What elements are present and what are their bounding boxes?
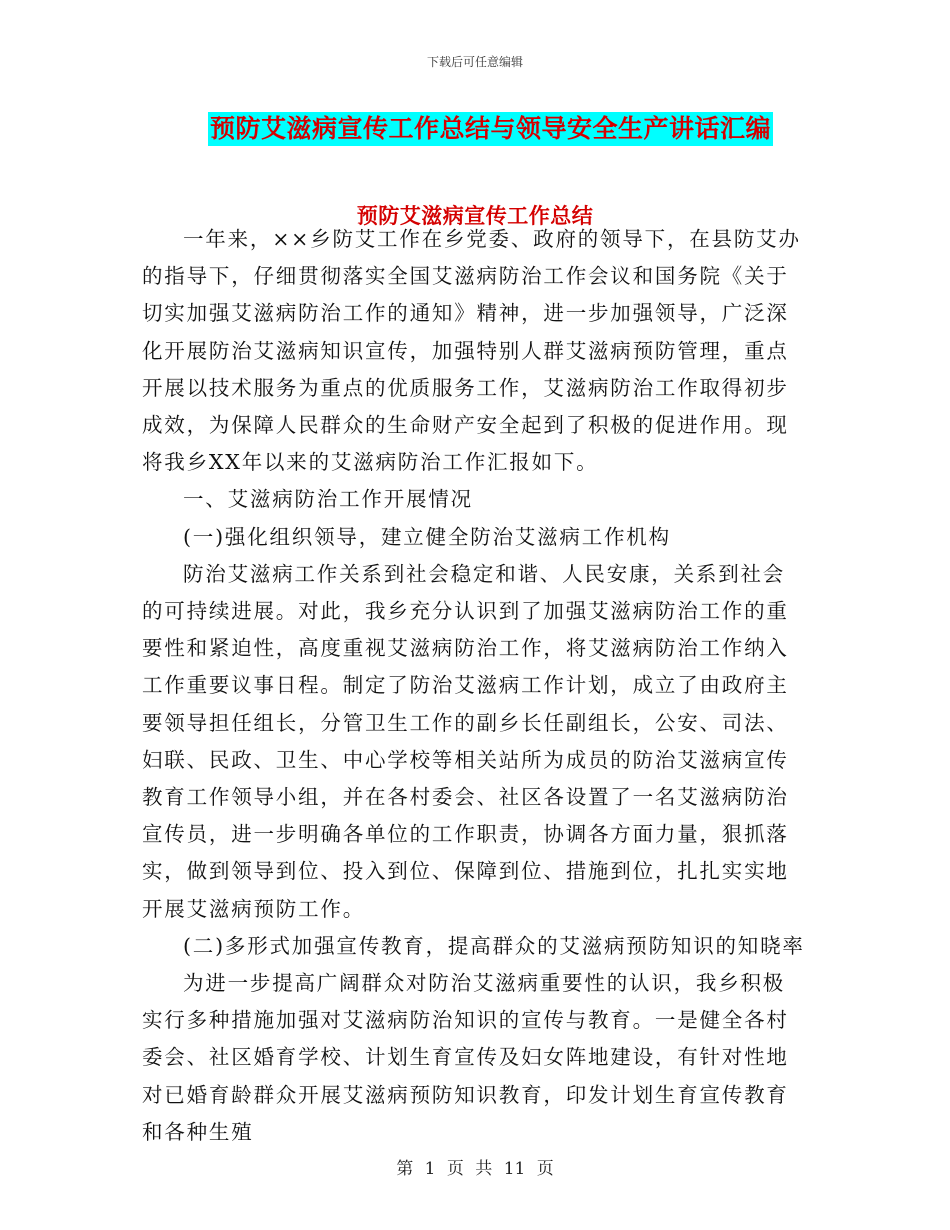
section-heading: 一、艾滋病防治工作开展情况 — [183, 487, 473, 512]
main-title: 预防艾滋病宣传工作总结与领导安全生产讲话汇编 — [208, 112, 773, 146]
subsection-heading-1: (一)强化组织领导，建立健全防治艾滋病工作机构 — [183, 524, 671, 549]
page-footer: 第 1 页 共 11 页 — [396, 1159, 554, 1179]
intro-paragraph: 一年来，××乡防艾工作在乡党委、政府的领导下，在县防艾办的指导下，仔细贯彻落实全国艾滋病防治工作会议和国务院《关于切实加强艾滋病防治工作的通知》精神，进一步加强领导，广泛深化开展防治艾滋病知识宣传，加强特别人群艾滋病预防管理，重点开展以技术服务为重点的优质服务工作，艾滋病防治工作取得初步成效，为保障人民群众的生命财产安全起到了积极的促进作用。现将我乡XX年以来的艾滋病防治工作汇报如下。 — [142, 227, 801, 475]
section-title: 预防艾滋病宣传工作总结 — [356, 203, 594, 228]
body-paragraph-2: 为进一步提高广阔群众对防治艾滋病重要性的认识，我乡积极实行多种措施加强对艾滋病防治知识的宣传与教育。一是健全各村委会、社区婚育学校、计划生育宣传及妇女阵地建设，有针对性地对已婚育龄群众开展艾滋病预防知识教育，印发计划生育宣传教育和各种生殖 — [142, 971, 789, 1144]
main-title-container — [208, 112, 773, 146]
header-note: 下载后可任意编辑 — [426, 55, 523, 69]
body-paragraph-1: 防治艾滋病工作关系到社会稳定和谐、人民安康，关系到社会的可持续进展。对此，我乡充分认识到了加强艾滋病防治工作的重要性和紧迫性，高度重视艾滋病防治工作，将艾滋病防治工作纳入工作重要议事日程。制定了防治艾滋病工作计划，成立了由政府主要领导担任组长，分管卫生工作的副乡长任副组长，公安、司法、妇联、民政、卫生、中心学校等相关站所为成员的防治艾滋病宣传教育工作领导小组，并在各村委会、社区各设置了一名艾滋病防治宣传员，进一步明确各单位的工作职责，协调各方面力量，狠抓落实，做到领导到位、投入到位、保障到位、措施到位，扎扎实实地开展艾滋病预防工作。 — [142, 561, 789, 921]
document-body — [142, 221, 806, 1151]
subsection-heading-2: (二)多形式加强宣传教育，提高群众的艾滋病预防知识的知晓率 — [183, 933, 805, 958]
